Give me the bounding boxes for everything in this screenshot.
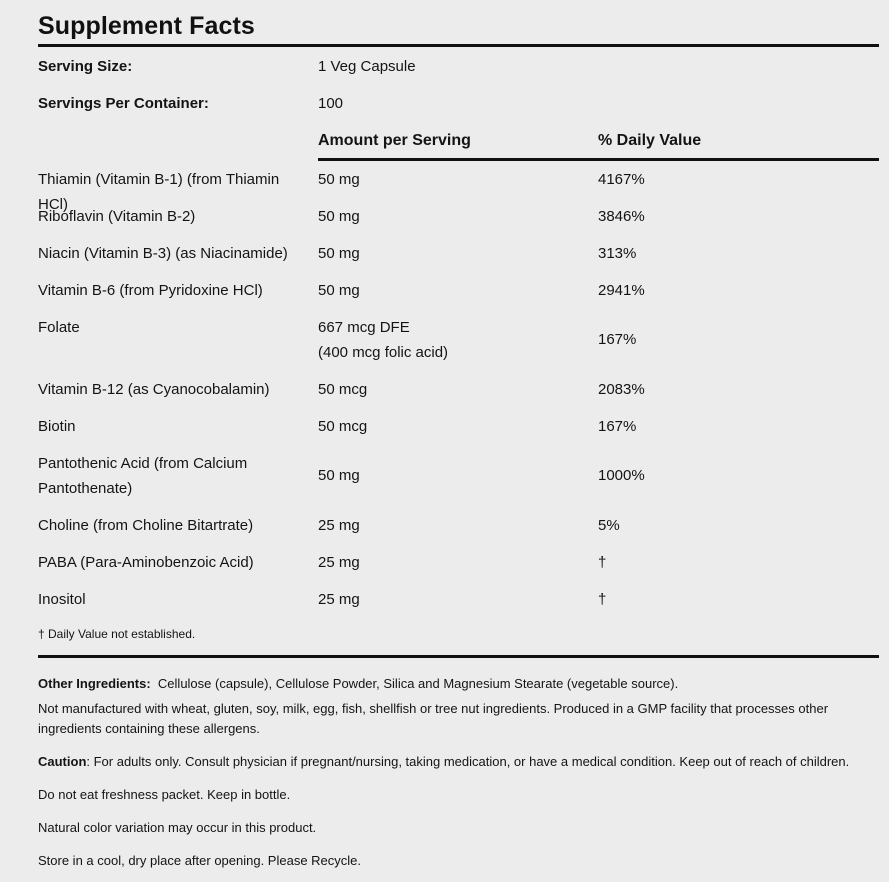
nutrient-daily-value: 167% xyxy=(598,331,637,348)
daily-value-footnote: † Daily Value not established. xyxy=(38,627,196,641)
daily-value-column-header: % Daily Value xyxy=(598,132,702,149)
nutrient-row xyxy=(38,315,879,365)
nutrient-name: Thiamin (Vitamin B-1) (from Thiamin HCl) xyxy=(38,171,280,213)
nutrient-name: Choline (from Choline Bitartrate) xyxy=(38,517,254,534)
nutrient-name: Niacin (Vitamin B-3) (as Niacinamide) xyxy=(38,245,288,262)
other-ingredients xyxy=(38,674,879,694)
nutrient-daily-value: 2083% xyxy=(598,381,645,398)
nutrient-amount: 50 mg xyxy=(318,467,360,484)
nutrient-daily-value: 1000% xyxy=(598,467,645,484)
nutrient-amount: 50 mg xyxy=(318,245,360,262)
nutrient-name: Pantothenic Acid (from Calcium xyxy=(38,455,248,472)
other-ingredients-text: Cellulose (capsule), Cellulose Powder, Silica and Magnesium Stearate (vegetable source). xyxy=(157,676,679,691)
nutrient-name: PABA (Para-Aminobenzoic Acid) xyxy=(38,554,254,571)
caution-label: Caution xyxy=(38,754,87,769)
nutrient-amount: 25 mg xyxy=(318,554,360,571)
nutrient-name: Inositol xyxy=(38,591,86,608)
nutrient-amount: 50 mcg xyxy=(318,418,368,435)
nutrient-daily-value: 3846% xyxy=(598,208,645,225)
nutrient-name: Riboflavin (Vitamin B-2) xyxy=(38,208,196,225)
nutrient-amount-secondary: (400 mcg folic acid) xyxy=(318,344,449,361)
footnote-rule xyxy=(38,655,879,658)
nutrient-amount: 25 mg xyxy=(318,517,360,534)
nutrient-daily-value: 2941% xyxy=(598,282,645,299)
other-ingredients-label: Other Ingredients: xyxy=(38,676,151,691)
nutrient-amount: 667 mcg DFE xyxy=(318,319,410,336)
note-item: Store in a cool, dry place after opening. Please Recycle. xyxy=(38,853,362,868)
nutrient-daily-value: † xyxy=(598,554,607,571)
serving-size-value: 1 Veg Capsule xyxy=(318,58,416,75)
servings-per-container-value: 100 xyxy=(318,95,344,112)
nutrient-amount: 50 mg xyxy=(318,282,360,299)
nutrient-amount: 50 mg xyxy=(318,208,360,225)
header-rule xyxy=(318,158,879,161)
allergen-statement: Not manufactured with wheat, gluten, soy, milk, egg, fish, shellfish or tree nut ingredients. Produced in a GMP facility that processes other ingredients containing these allergens. xyxy=(38,701,829,736)
caution-text: : For adults only. Consult physician if pregnant/nursing, taking medication, or have a medical condition. Keep out of reach of children. xyxy=(86,754,850,769)
amount-column-header: Amount per Serving xyxy=(318,132,471,149)
nutrient-name-continued: Pantothenate) xyxy=(38,480,133,497)
nutrient-amount: 25 mg xyxy=(318,591,360,608)
nutrient-daily-value: 313% xyxy=(598,245,637,262)
serving-size-label: Serving Size: xyxy=(38,58,133,75)
nutrient-daily-value: 167% xyxy=(598,418,637,435)
note-item: Do not eat freshness packet. Keep in bottle. xyxy=(38,787,291,802)
nutrient-amount: 50 mcg xyxy=(318,381,368,398)
nutrient-daily-value: 5% xyxy=(598,517,620,534)
panel-title: Supplement Facts xyxy=(38,12,255,40)
nutrient-name: Vitamin B-6 (from Pyridoxine HCl) xyxy=(38,282,263,299)
nutrient-name: Biotin xyxy=(38,418,76,435)
nutrient-row xyxy=(38,451,879,501)
nutrient-daily-value: † xyxy=(598,591,607,608)
servings-per-container-label: Servings Per Container: xyxy=(38,95,209,112)
nutrient-daily-value: 4167% xyxy=(598,171,645,188)
note-item: Natural color variation may occur in this product. xyxy=(38,820,317,835)
nutrient-name: Vitamin B-12 (as Cyanocobalamin) xyxy=(38,381,270,398)
nutrient-name: Folate xyxy=(38,319,80,336)
nutrient-amount: 50 mg xyxy=(318,171,360,188)
title-rule xyxy=(38,44,879,47)
caution-statement xyxy=(38,752,879,772)
